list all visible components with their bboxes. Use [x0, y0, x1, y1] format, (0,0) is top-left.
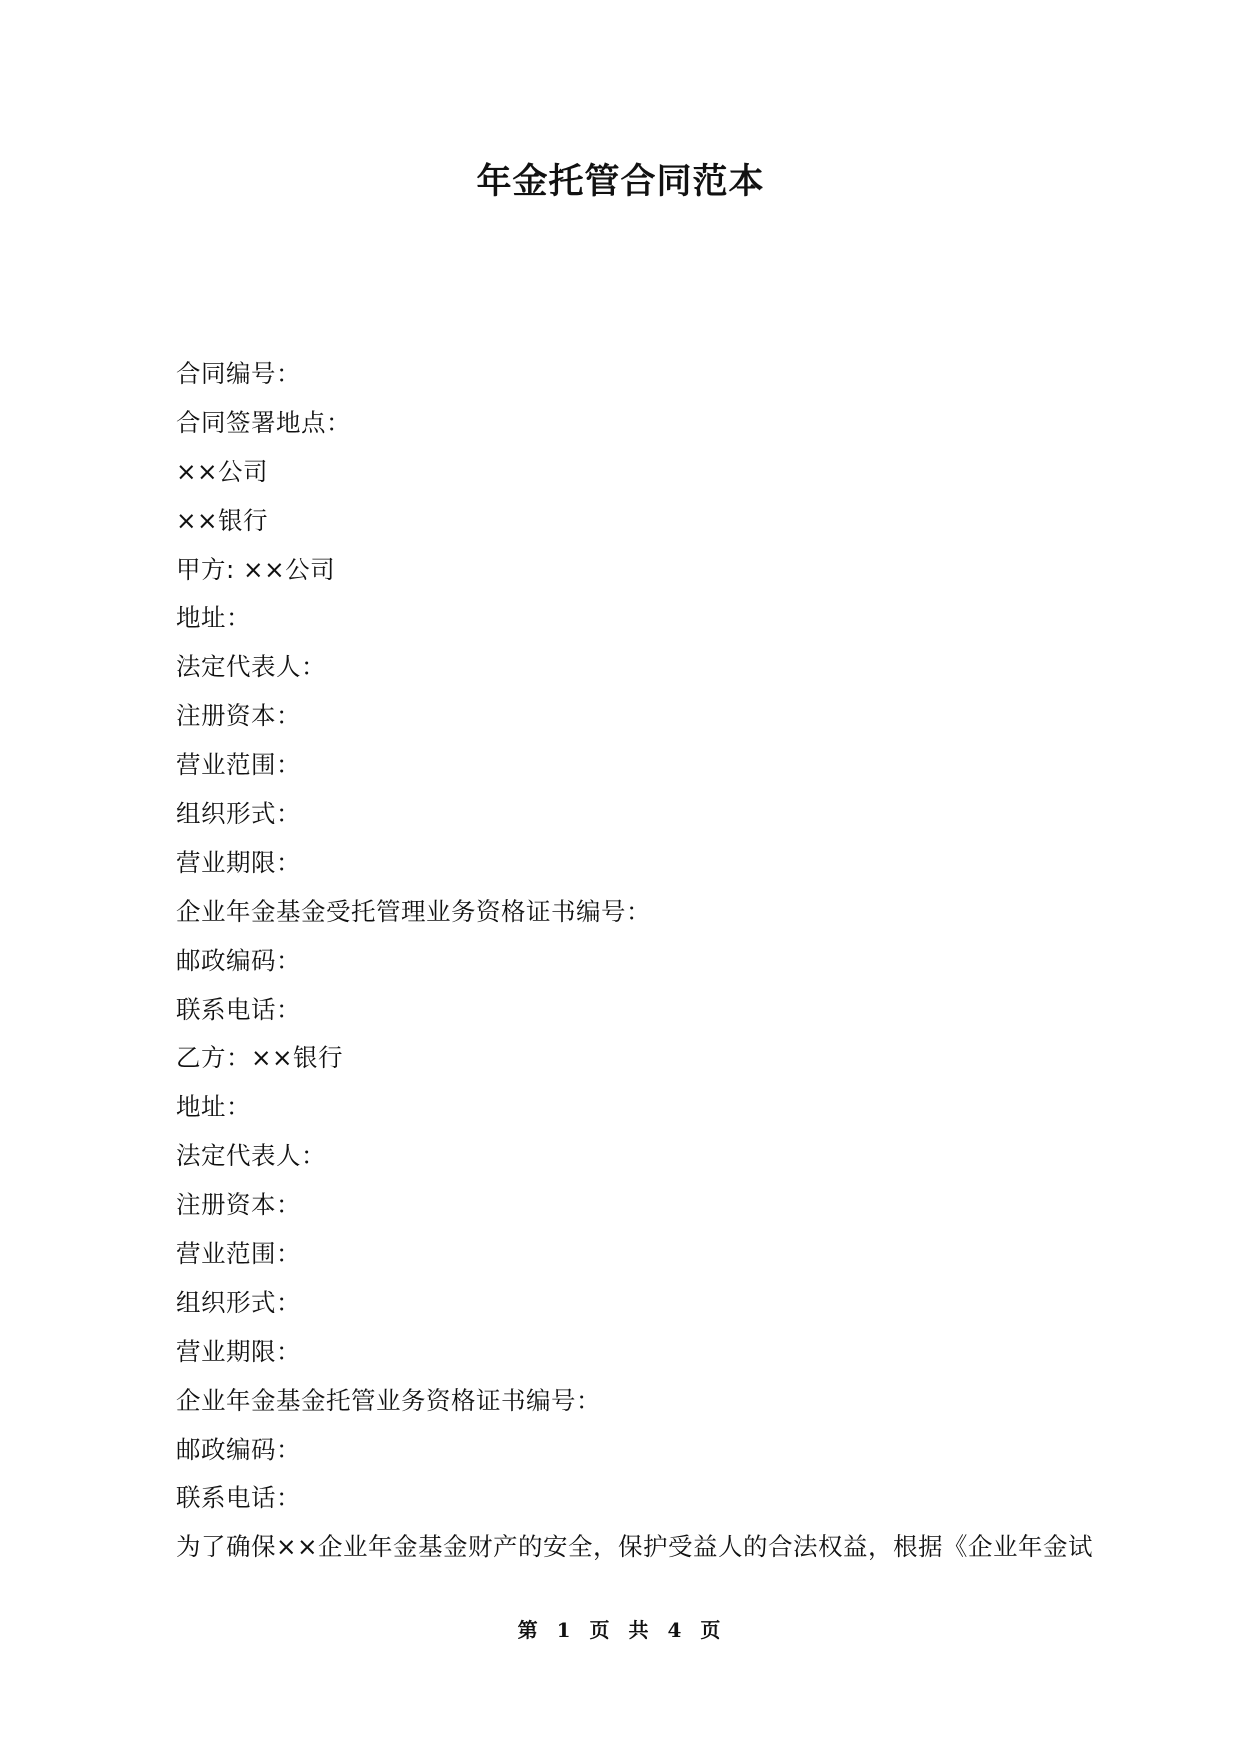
body-line: 地址：	[176, 1092, 251, 1122]
body-line: 企业年金基金受托管理业务资格证书编号：	[176, 896, 651, 926]
body-line: 营业范围：	[176, 750, 301, 780]
body-line: 邮政编码：	[176, 945, 301, 975]
body-line: 法定代表人：	[176, 1141, 326, 1171]
body-line: 注册资本：	[176, 1190, 301, 1220]
document-body	[176, 350, 1096, 1572]
body-line: 为了确保××企业年金基金财产的安全，保护受益人的合法权益，根据《企业年金试	[176, 1532, 1094, 1562]
body-line: 联系电话：	[176, 994, 301, 1024]
body-line: 乙方：××银行	[176, 1043, 344, 1073]
body-line: ××银行	[176, 505, 269, 535]
body-line: 营业期限：	[176, 1336, 301, 1366]
body-line: ××公司	[176, 456, 269, 486]
body-line: 营业范围：	[176, 1239, 301, 1269]
page-number-footer: 第 1 页 共 4 页	[517, 1618, 724, 1642]
body-line: 企业年金基金托管业务资格证书编号：	[176, 1385, 601, 1415]
body-line: 甲方: ××公司	[176, 554, 336, 584]
body-line: 法定代表人：	[176, 652, 326, 682]
body-line: 合同编号：	[176, 359, 301, 388]
body-line: 地址：	[176, 603, 251, 633]
body-line: 邮政编码：	[176, 1434, 301, 1464]
body-line: 注册资本：	[176, 701, 301, 731]
body-line: 联系电话：	[176, 1483, 301, 1513]
body-line: 组织形式：	[176, 799, 301, 829]
body-line: 合同签署地点：	[176, 407, 351, 437]
document-title: 年金托管合同范本	[476, 162, 765, 202]
body-line: 组织形式：	[176, 1287, 301, 1317]
body-line: 营业期限：	[176, 847, 301, 877]
